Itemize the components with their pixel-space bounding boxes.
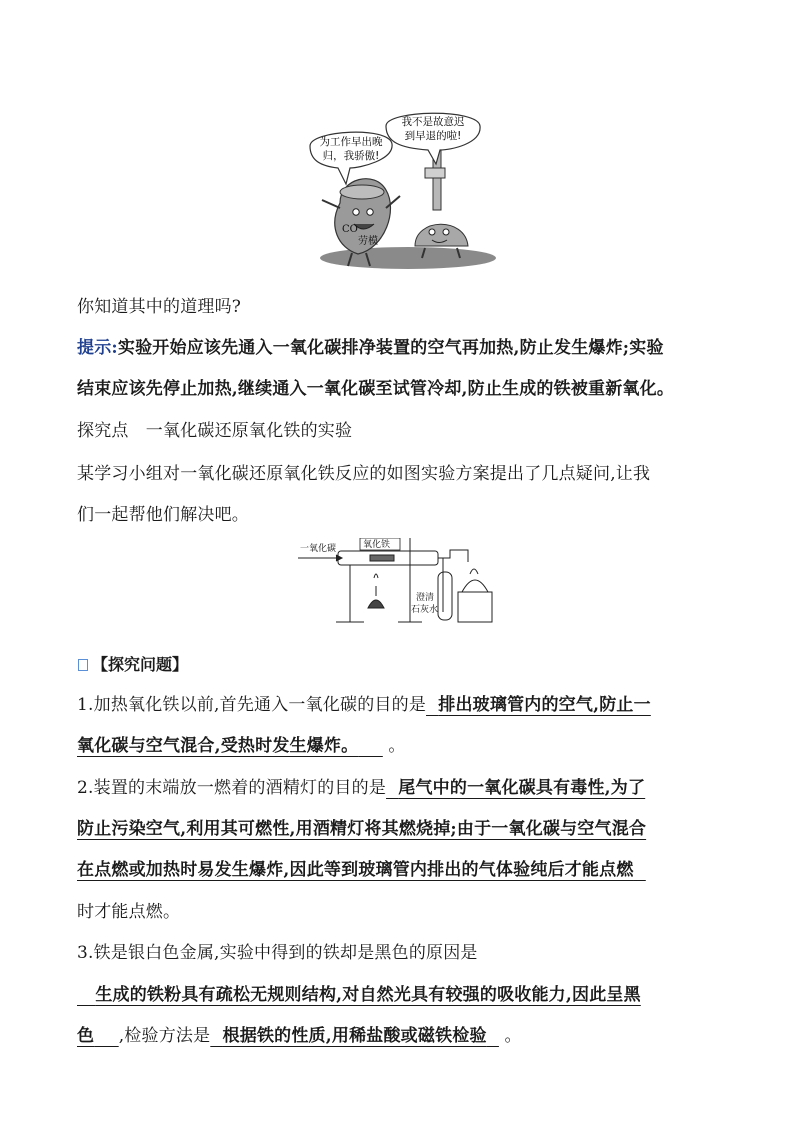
q2-line-1 bbox=[77, 773, 645, 798]
q1-suffix: 。 bbox=[388, 736, 406, 756]
end-lamp bbox=[462, 580, 488, 592]
co-label: CO bbox=[342, 224, 358, 235]
left-bubble-line1: 为工作早出晚 bbox=[319, 136, 383, 148]
left-bubble-line2: 归，我骄傲! bbox=[322, 150, 380, 162]
q3-answer-2: 色 bbox=[77, 1026, 95, 1046]
hint-line-1 bbox=[77, 333, 664, 358]
question-line: 你知道其中的道理吗? bbox=[77, 297, 242, 317]
alcohol-lamp bbox=[368, 600, 384, 608]
right-bubble-line2: 到早退的啦! bbox=[404, 130, 462, 142]
q2-prefix: 2.装置的末端放一燃着的酒精灯的目的是 bbox=[77, 778, 387, 798]
cartoon-figure bbox=[300, 108, 510, 276]
q2-line-3 bbox=[77, 855, 646, 880]
inquiry-header-text: 【探究问题】 bbox=[92, 655, 189, 674]
q1-line-2 bbox=[77, 731, 406, 756]
section-title: 探究点 一氧化碳还原氧化铁的实验 bbox=[77, 421, 353, 441]
hint-line-2: 结束应该先停止加热,继续通入一氧化碳至试管冷却,防止生成的铁被重新氧化。 bbox=[77, 379, 675, 399]
hint-text-1: 实验开始应该先通入一氧化碳排净装置的空气再加热,防止发生爆炸;实验 bbox=[117, 338, 664, 358]
q2-answer-1: 尾气中的一氧化碳具有毒性,为了 bbox=[398, 778, 646, 798]
q2-answer-3: 在点燃或加热时易发生爆炸,因此等到玻璃管内排出的气体验纯后才能点燃 bbox=[77, 860, 634, 880]
model-label: 劳模 bbox=[358, 236, 378, 247]
q2-line-2 bbox=[77, 814, 646, 839]
q3-line-3 bbox=[77, 1021, 522, 1046]
q3-answer-1: 生成的铁粉具有疏松无规则结构,对自然光具有较强的吸收能力,因此呈黑 bbox=[95, 985, 641, 1005]
q1-prefix: 1.加热氧化铁以前,首先通入一氧化碳的目的是 bbox=[77, 695, 427, 715]
ground-shadow bbox=[320, 247, 496, 269]
hint-label: 提示: bbox=[77, 338, 118, 358]
q3-line-2 bbox=[77, 980, 641, 1005]
q2-tail: 时才能点燃。 bbox=[77, 902, 181, 922]
flame bbox=[374, 574, 378, 578]
right-bubble-line1: 我不是故意迟 bbox=[401, 116, 465, 128]
co-label: 一氧化碳 bbox=[300, 544, 337, 554]
q3-mid: ,检验方法是 bbox=[118, 1026, 211, 1046]
q1-line-1 bbox=[77, 690, 651, 715]
limewater-label-2: 石灰水 bbox=[411, 605, 439, 615]
inquiry-header bbox=[78, 652, 188, 675]
limewater-label-1: 澄清 bbox=[416, 593, 435, 603]
test-tube bbox=[438, 572, 452, 620]
intro-line-2: 们一起帮他们解决吧。 bbox=[77, 505, 249, 525]
q1-answer-1: 排出玻璃管内的空气,防止一 bbox=[438, 695, 651, 715]
bookmark-icon bbox=[78, 659, 88, 671]
apparatus-character bbox=[415, 148, 468, 258]
fe2o3-label: 氧化铁 bbox=[363, 540, 391, 550]
end-lamp-box bbox=[458, 592, 492, 622]
right-speech-bubble bbox=[386, 113, 480, 164]
q3-method-answer: 根据铁的性质,用稀盐酸或磁铁检验 bbox=[222, 1026, 487, 1046]
q2-answer-2: 防止污染空气,利用其可燃性,用酒精灯将其燃烧掉;由于一氧化碳与空气混合 bbox=[77, 819, 647, 839]
left-speech-bubble bbox=[310, 132, 392, 184]
q1-answer-2: 氧化碳与空气混合,受热时发生爆炸。 bbox=[77, 736, 359, 756]
q3-line-1: 3.铁是银白色金属,实验中得到的铁却是黑色的原因是 bbox=[77, 943, 478, 963]
apparatus-diagram bbox=[298, 538, 498, 630]
q3-suffix: 。 bbox=[504, 1026, 522, 1046]
intro-line-1: 某学习小组对一氧化碳还原氧化铁反应的如图实验方案提出了几点疑问,让我 bbox=[77, 464, 651, 484]
fe2o3-sample bbox=[370, 555, 394, 561]
